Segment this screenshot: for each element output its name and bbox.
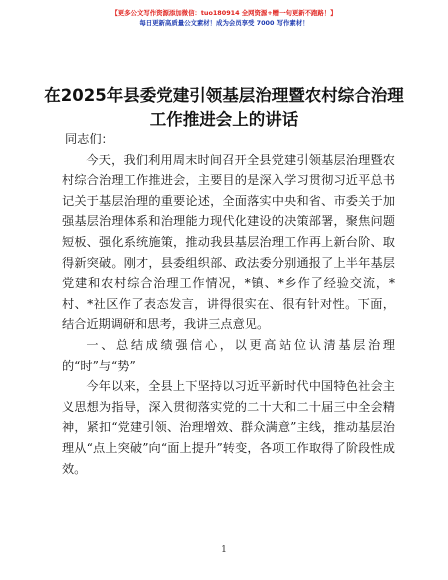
document-title: 在2025年县委党建引领基层治理暨农村综合治理工作推进会上的讲话 (44, 86, 404, 129)
banner-line-promo: 【更多公文写作资源添加微信：tuo180914 全网资源+赠一句更新不跑路！】 (111, 9, 337, 17)
page-number: 1 (221, 545, 227, 555)
section-heading-1: 一、总结成绩强信心，以更高站位认清基层治理的“时”与“势” (62, 337, 395, 373)
document-body (62, 129, 395, 479)
banner-line-membership: 每日更新高质量公文素材！成为会员享受 7000 写作素材！ (139, 19, 309, 27)
greeting: 同志们： (65, 132, 114, 146)
top-banner (0, 8, 448, 28)
paragraph-intro: 今天，我们利用周末时间召开全县党建引领基层治理暨农村综合治理工作推进会，主要目的是深入学习贯彻习近平总书记关于基层治理的重要论述，全面落实中央和省、市委关于加强基层治理体系和治理能力现代化建设的决策部署，聚焦问题短板、强化系统施策，推动我县基层治理工作再上新台阶、取得新突破。刚才，县委组织部、政法委分别通报了上半年基层党建和农村综合治理工作情况，*镇、*乡作了经验交流，*村、*社区作了表态发言，讲得很实在、很有针对性。下面，结合近期调研和思考，我讲三点意见。 (62, 152, 395, 332)
paragraph-achievements: 今年以来，全县上下坚持以习近平新时代中国特色社会主义思想为指导，深入贯彻落实党的二十大和二十届三中全会精神，紧扣“党建引领、治理增效、群众满意”主线，推动基层治理从“点上突破”向“面上提升”转变，各项工作取得了阶段性成效。 (62, 379, 395, 476)
